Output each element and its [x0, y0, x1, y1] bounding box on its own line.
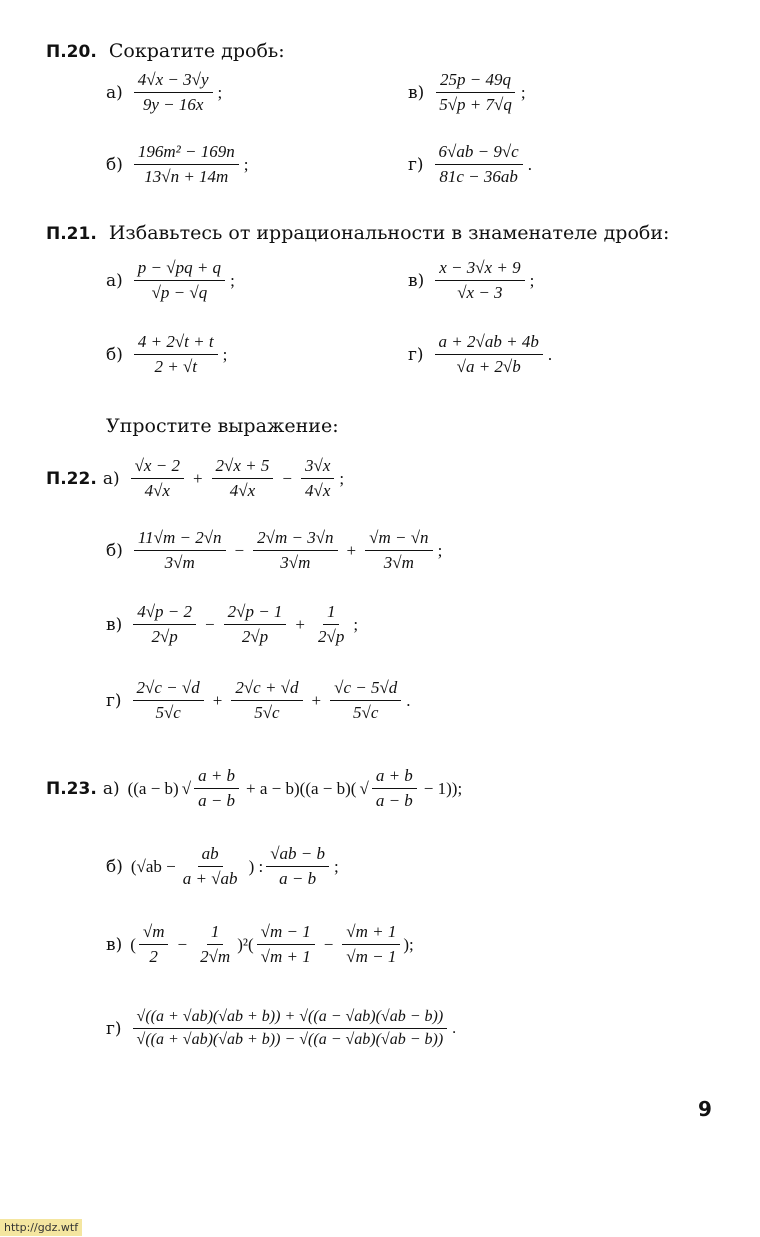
expression-part: ((a − b): [127, 778, 179, 798]
punctuation: ;: [222, 344, 228, 364]
item-label: г): [106, 690, 122, 711]
operator: −: [177, 934, 188, 954]
denominator: 9y − 16x: [142, 95, 204, 114]
expression-part: − 1));: [423, 778, 463, 798]
p20-item-b: [106, 142, 248, 187]
p21-item-a: [106, 258, 235, 303]
denominator: a − b: [375, 791, 413, 810]
numerator: 4 + 2√t + t: [134, 332, 218, 355]
item-label: г): [408, 154, 424, 175]
numerator: 2√c − √d: [133, 678, 204, 701]
punctuation: ;: [243, 154, 249, 174]
denominator: 4√x: [229, 481, 256, 500]
numerator: a + b: [372, 766, 417, 789]
fraction: [231, 678, 302, 723]
fraction: [196, 922, 234, 967]
fraction: [266, 844, 329, 889]
denominator: 2: [149, 947, 158, 966]
fraction: [224, 602, 287, 647]
denominator: √a + 2√b: [456, 357, 521, 376]
p20-item-v: [408, 70, 526, 115]
operator: −: [323, 934, 334, 954]
fraction: [133, 602, 196, 647]
fraction: [330, 678, 401, 723]
punctuation: ;: [353, 614, 359, 634]
item-label: г): [106, 1018, 122, 1039]
problem-title: Сократите дробь:: [108, 40, 285, 62]
fraction: [134, 258, 225, 303]
item-label: б): [106, 856, 123, 877]
p23-item-g: [106, 1008, 456, 1049]
fraction: [212, 456, 274, 501]
numerator: 3√x: [301, 456, 334, 479]
p22-item-g: [106, 678, 411, 723]
numerator: √c − 5√d: [330, 678, 401, 701]
numerator: 196m² − 169n: [134, 142, 239, 165]
punctuation: ;: [334, 856, 339, 876]
numerator: 2√x + 5: [212, 456, 274, 479]
numerator: 6√ab − 9√c: [435, 142, 523, 165]
fraction: [133, 1008, 448, 1049]
expression-part: )²(: [237, 934, 254, 954]
item-label: а): [106, 82, 123, 103]
p21-heading: [46, 222, 669, 244]
fraction: [194, 766, 239, 811]
p20-heading: [46, 40, 285, 62]
fraction: [131, 456, 184, 501]
watermark-link[interactable]: http://gdz.wtf: [0, 1219, 82, 1236]
expression-part: ) :: [248, 856, 264, 876]
punctuation: ;: [230, 270, 235, 290]
fraction: [257, 922, 315, 967]
denominator: √x − 3: [457, 283, 503, 302]
numerator: √((a + √ab)(√ab + b)) + √((a − √ab)(√ab − b)): [133, 1008, 448, 1029]
denominator: 4√x: [305, 481, 331, 500]
fraction: [342, 922, 400, 967]
numerator: √x − 2: [131, 456, 184, 479]
operator: −: [282, 468, 292, 488]
denominator: 4√x: [144, 481, 170, 500]
denominator: a + √ab: [182, 869, 238, 888]
expression-part: + a − b)((a − b)(: [246, 778, 357, 798]
fraction: [253, 528, 337, 573]
numerator: √m − √n: [365, 528, 432, 551]
denominator: 81c − 36ab: [439, 167, 518, 186]
denominator: 3√m: [164, 553, 195, 572]
item-label: в): [408, 82, 425, 103]
denominator: √((a + √ab)(√ab + b)) − √((a − √ab)(√ab − b)): [136, 1031, 444, 1048]
item-label: в): [408, 270, 425, 291]
item-label: в): [106, 614, 123, 635]
expression-part: (: [130, 934, 136, 954]
denominator: √m − 1: [346, 947, 397, 966]
numerator: a + 2√ab + 4b: [435, 332, 543, 355]
denominator: 5√c: [254, 703, 280, 722]
fraction: [134, 70, 213, 115]
item-label: г): [408, 344, 424, 365]
operator: +: [346, 540, 357, 560]
punctuation: ;: [520, 82, 526, 102]
denominator: 2 + √t: [154, 357, 197, 376]
denominator: 2√p: [318, 627, 345, 646]
item-label: в): [106, 934, 123, 955]
denominator: 2√p: [151, 627, 178, 646]
problem-number: П.22.: [46, 468, 97, 489]
numerator: √m: [139, 922, 169, 945]
page-number: 9: [698, 1097, 712, 1121]
p22-item-a: [46, 456, 344, 501]
denominator: 2√p: [241, 627, 269, 646]
punctuation: .: [452, 1019, 457, 1037]
operator: +: [295, 614, 306, 634]
denominator: √m + 1: [260, 947, 311, 966]
numerator: 4√p − 2: [133, 602, 196, 625]
denominator: 3√m: [280, 553, 311, 572]
p23-item-v: [106, 922, 414, 967]
fraction: [365, 528, 432, 573]
p23-item-a: П.23. а) ((a − b) √ $\frac{a + b}{a - b}$ + a − b)((a − b)( √ $\frac{a + b}{a - b}$ − 1));: [46, 766, 463, 810]
fraction: [133, 678, 204, 723]
fraction: [435, 70, 516, 115]
item-label: б): [106, 540, 123, 561]
p22-item-v: [106, 602, 358, 647]
simplify-heading: Упростите выражение:: [106, 415, 339, 437]
operator: +: [212, 690, 223, 710]
operator: −: [234, 540, 245, 560]
numerator: ab: [198, 844, 223, 867]
fraction: [314, 602, 348, 647]
expression-part: );: [403, 934, 414, 954]
denominator: a − b: [279, 869, 317, 888]
punctuation: .: [527, 154, 532, 174]
fraction: [435, 258, 524, 303]
operator: −: [205, 614, 215, 634]
numerator: 25p − 49q: [436, 70, 515, 93]
fraction: [134, 332, 218, 377]
denominator: √p − √q: [151, 283, 208, 302]
numerator: p − √pq + q: [134, 258, 225, 281]
denominator: a − b: [198, 791, 236, 810]
denominator: 5√c: [353, 703, 379, 722]
p21-item-g: [408, 332, 552, 377]
fraction: [134, 142, 239, 187]
p20-item-g: [408, 142, 532, 187]
punctuation: .: [547, 344, 553, 364]
numerator: 1: [323, 602, 340, 625]
numerator: x − 3√x + 9: [435, 258, 524, 281]
problem-title: Избавьтесь от иррациональности в знаменателе дроби:: [108, 222, 670, 244]
punctuation: ;: [217, 82, 223, 102]
problem-number: П.23.: [46, 778, 97, 799]
item-label: а): [102, 468, 120, 489]
numerator: √ab − b: [266, 844, 329, 867]
numerator: 1: [207, 922, 224, 945]
punctuation: ;: [437, 540, 443, 560]
fraction: [179, 844, 242, 889]
numerator: 11√m − 2√n: [134, 528, 226, 551]
problem-number: П.21.: [46, 224, 97, 244]
fraction: [372, 766, 417, 811]
p23-item-b: [106, 844, 339, 889]
item-label: б): [106, 154, 123, 175]
item-label: а): [102, 778, 120, 799]
numerator: 4√x − 3√y: [134, 70, 213, 93]
item-label: б): [106, 344, 123, 365]
p20-item-a: [106, 70, 222, 115]
numerator: a + b: [194, 766, 239, 789]
p21-item-v: [408, 258, 534, 303]
fraction: [435, 332, 543, 377]
fraction: [435, 142, 523, 187]
denominator: 13√n + 14m: [144, 167, 229, 186]
operator: +: [192, 468, 203, 488]
punctuation: ;: [529, 270, 535, 290]
punctuation: ;: [339, 468, 345, 488]
fraction: [301, 456, 334, 501]
denominator: 5√c: [155, 703, 181, 722]
numerator: 2√p − 1: [224, 602, 287, 625]
p21-item-b: [106, 332, 227, 377]
fraction: [139, 922, 169, 967]
numerator: 2√c + √d: [231, 678, 302, 701]
problem-number: П.20.: [46, 42, 97, 62]
denominator: 3√m: [383, 553, 414, 572]
numerator: √m + 1: [342, 922, 400, 945]
numerator: 2√m − 3√n: [253, 528, 337, 551]
fraction: [134, 528, 226, 573]
operator: +: [311, 690, 322, 710]
denominator: 5√p + 7√q: [439, 95, 512, 114]
expression-part: (√ab −: [130, 856, 176, 876]
p22-item-b: [106, 528, 442, 573]
numerator: √m − 1: [257, 922, 315, 945]
punctuation: .: [406, 690, 411, 710]
item-label: а): [106, 270, 123, 291]
denominator: 2√m: [200, 947, 231, 966]
